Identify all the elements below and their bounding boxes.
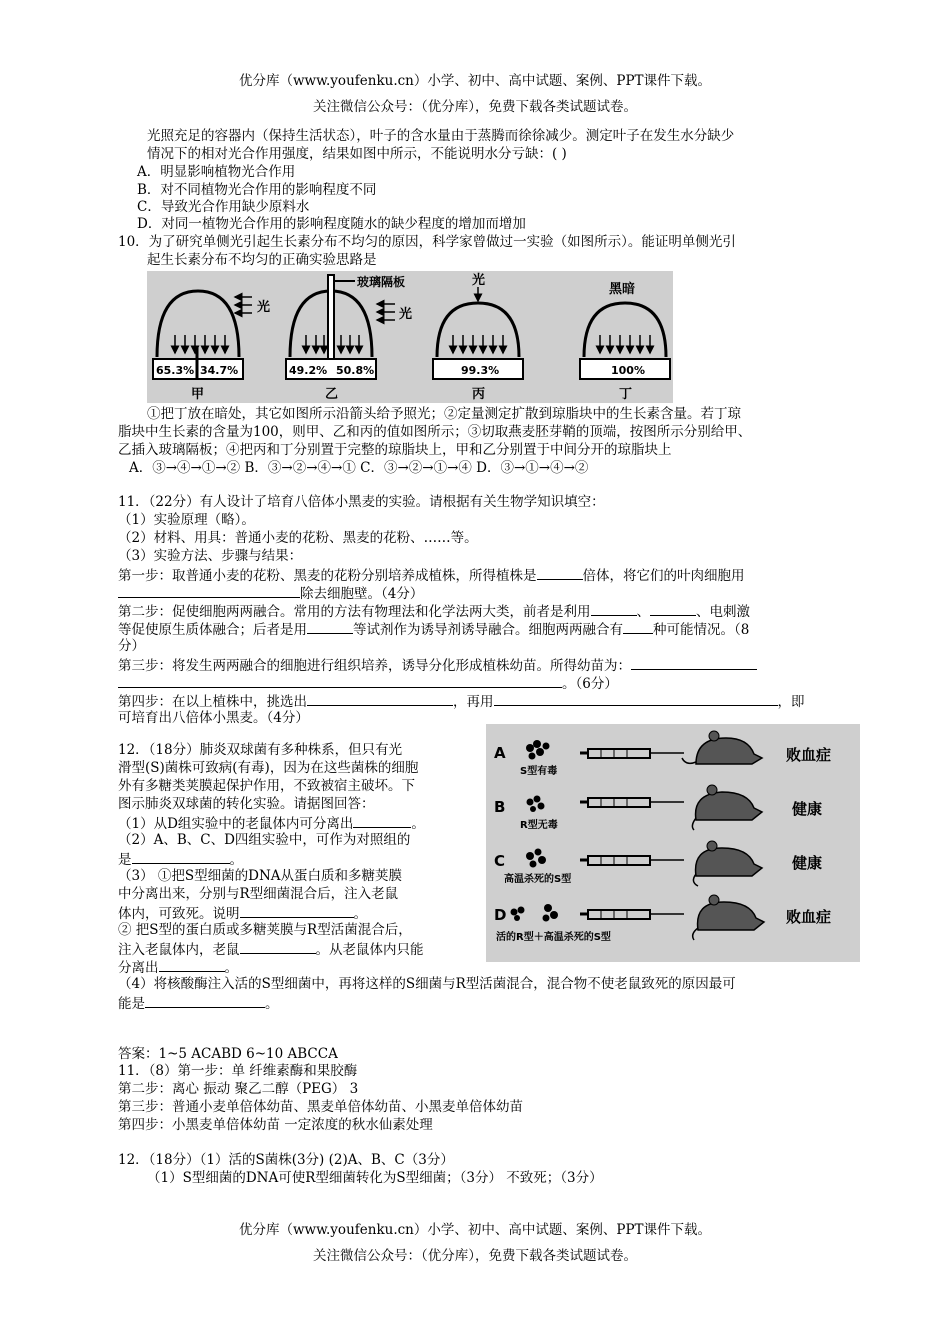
q11-s4-text-b: ，再用 <box>453 694 494 710</box>
answers-line-6: 12．（18分）（1）活的S菌株(3分) (2)A、B、C（3分） <box>118 1152 454 1168</box>
q12-p1: 12．（18分）肺炎双球菌有多种株系，但只有光 <box>118 742 403 758</box>
q9-option-a: A．明显影响植物光合作用 <box>137 164 296 180</box>
syringe-a-icon <box>580 749 684 758</box>
q12-p4: 图示肺炎双球菌的转化实验。请据图回答： <box>118 796 375 812</box>
q11-s2-text-e: 等试剂作为诱导剂诱导融合。细胞两两融合有 <box>353 622 623 638</box>
q12-q2-b <box>118 850 243 869</box>
q9-stem-2: 情况下的相对光合作用强度，结果如图中所示，不能说明水分亏缺：( ) <box>147 146 567 162</box>
q10-desc-3: 乙插入玻璃隔板；④把丙和丁分别置于完整的琼脂块上，甲和乙分别置于中间分开的琼脂块上 <box>118 442 672 458</box>
q11-blank-10[interactable] <box>494 692 778 706</box>
q12-q4-b <box>118 994 279 1013</box>
q12-p2: 滑型(S)菌株可致病(有毒)，因为在这些菌株的细胞 <box>118 760 419 776</box>
q11-step4-line2: 可培育出八倍体小黑麦。（4分） <box>118 710 309 726</box>
q12-blank-5[interactable] <box>159 958 225 972</box>
row-c-letter: C <box>494 852 506 870</box>
transformation-figure <box>486 724 860 962</box>
bing-label: 丙 <box>472 387 486 402</box>
q11-s2-text-c: 、电刺激 <box>696 604 750 620</box>
row-d-caption: 活的R型＋高温杀死的S型 <box>496 932 611 943</box>
row-c <box>494 841 822 886</box>
q12-q4-period: 。 <box>265 996 279 1012</box>
q11-s2-text-f: 种可能情况。（8 <box>653 622 750 638</box>
q12-q2: （2）A、B、C、D四组实验中，可作为对照组的 <box>118 832 411 848</box>
ding-value: 100% <box>611 364 645 377</box>
answers-line-4: 第三步：普通小麦单倍体幼苗、黑麦单倍体幼苗、小黑麦单倍体幼苗 <box>118 1099 523 1115</box>
q9-option-c: C．导致光合作用缺少原料水 <box>137 199 310 215</box>
q11-step3-line2 <box>118 674 618 693</box>
q12-q3-e <box>118 940 424 959</box>
q11-s2-text-d: 等促使原生质体融合；后者是用 <box>118 622 307 638</box>
q12-blank-4[interactable] <box>240 940 316 954</box>
q11-blank-4[interactable] <box>650 602 696 616</box>
row-d-letter: D <box>494 906 507 924</box>
q11-step3-line1 <box>118 656 757 675</box>
q11-blank-1[interactable] <box>537 566 583 580</box>
mouse-c-icon <box>693 841 762 886</box>
row-b-caption: R型无毒 <box>520 820 558 831</box>
syringe-d-icon <box>580 910 684 919</box>
q9-stem-1: 光照充足的容器内（保持生活状态），叶子的含水量由于蒸腾而徐徐减少。测定叶子在发生水分缺少 <box>147 128 735 144</box>
jia-left-value: 65.3% <box>156 364 195 377</box>
q11-blank-3[interactable] <box>591 602 637 616</box>
q12-q4-text: 能是 <box>118 996 145 1012</box>
row-a-letter: A <box>494 744 506 762</box>
q12-blank-1[interactable] <box>353 814 411 828</box>
phototropism-figure <box>147 271 673 403</box>
light-label-bing: 光 <box>472 273 486 288</box>
answers-line-7: （1）S型细菌的DNA可使R型细菌转化为S型细菌；（3分） 不致死；（3分） <box>147 1170 603 1186</box>
header-line-1: 优分库（www.youfenku.cn）小学、初中、高中试题、案例、PPT课件下载。 <box>238 73 712 89</box>
q10-desc-2: 脂块中生长素的含量为100，则甲、乙和丙的值如图所示；③切取燕麦胚芽鞘的顶端，按图所示分别给甲、 <box>118 424 752 440</box>
q11-blank-7[interactable] <box>631 656 757 670</box>
row-a-result: 败血症 <box>786 746 832 764</box>
q11-blank-5[interactable] <box>307 620 353 634</box>
q11-line-1: （1）实验原理（略）。 <box>118 512 255 528</box>
q12-blank-2[interactable] <box>132 850 230 864</box>
q11-s1-text-b: 倍体，将它们的叶肉细胞用 <box>582 568 745 584</box>
q9-option-b: B．对不同植物光合作用的影响程度不同 <box>137 182 377 198</box>
q11-s1-text-a: 第一步：取普通小麦的花粉、黑麦的花粉分别培养成植株，所得植株是 <box>118 568 537 584</box>
q12-q2-period: 。 <box>229 852 243 868</box>
q11-line-3: （3）实验方法、步骤与结果： <box>118 548 303 564</box>
yi-label: 乙 <box>325 387 339 402</box>
jia-label: 甲 <box>191 387 205 402</box>
bing-value: 99.3% <box>461 364 500 377</box>
q12-blank-6[interactable] <box>145 994 265 1008</box>
q12-q4: （4）将核酸酶注入活的S型细菌中，再将这样的S细菌与R型活菌混合，混合物不使老鼠致死的原因最可 <box>118 976 736 992</box>
q12-q3-text-3: 。从老鼠体内只能 <box>315 942 424 958</box>
q11-blank-6[interactable] <box>623 620 653 634</box>
row-d-result: 败血症 <box>786 908 832 926</box>
q12-q3-d: ② 把S型的蛋白质或多糖荚膜与R型活菌混合后， <box>118 922 412 938</box>
yi-left-value: 49.2% <box>289 364 328 377</box>
q12-p3: 外有多糖类荚膜起保护作用，不致被宿主破坏。下 <box>118 778 415 794</box>
q11-step2-line2 <box>118 620 749 639</box>
q11-s4-text-c: ，即 <box>777 694 805 710</box>
q10-desc-1: ①把丁放在暗处，其它如图所示沿箭头给予照光；②定量测定扩散到琼脂块中的生长素含量。若丁琼 <box>147 406 741 422</box>
q11-s2-text-a: 第二步：促使细胞两两融合。常用的方法有物理法和化学法两大类，前者是利用 <box>118 604 591 620</box>
q12-q3-period: 。 <box>353 906 367 922</box>
mouse-a-icon <box>682 731 762 764</box>
yi-right-value: 50.8% <box>336 364 375 377</box>
q11-s3-text-a: 第三步：将发生两两融合的细胞进行组织培养，诱导分化形成植株幼苗。所得幼苗为： <box>118 658 631 674</box>
row-b <box>494 785 822 831</box>
q11-blank-2[interactable] <box>118 584 300 598</box>
answers-line-2: 11．（8）第一步：单 纤维素酶和果胶酶 <box>118 1063 358 1079</box>
syringe-b-icon <box>580 798 684 807</box>
phototropism-diagram <box>147 271 673 403</box>
light-label-yi: 光 <box>399 307 413 322</box>
q11-blank-9[interactable] <box>307 692 453 706</box>
q12-blank-3[interactable] <box>240 904 354 918</box>
group-bing <box>433 272 523 402</box>
header-line-2: 关注微信公众号：（优分库），免费下载各类试题试卷。 <box>313 99 637 115</box>
q11-s2-text-b: 、 <box>636 604 650 620</box>
jia-right-value: 34.7% <box>200 364 239 377</box>
row-a <box>494 731 831 777</box>
q11-step2-line3: 分） <box>118 638 145 654</box>
answers-line-1: 答案：1~5 ACABD 6~10 ABCCA <box>118 1046 338 1062</box>
mouse-b-icon <box>692 785 762 830</box>
q12-q3-b: 中分离出来，分别与R型细菌混合后，注入老鼠 <box>118 886 399 902</box>
answers-line-3: 第二步：离心 振动 聚乙二醇（PEG） 3 <box>118 1081 359 1097</box>
griffith-diagram <box>486 724 860 962</box>
q11-blank-8[interactable] <box>118 674 562 688</box>
q11-step4-line1 <box>118 692 805 711</box>
group-ding <box>580 281 670 402</box>
q10-stem-1: 10．为了研究单侧光引起生长素分布不均匀的原因，科学家曾做过一实验（如图所示）。能证明单侧光引 <box>118 234 736 250</box>
q12-q3-text-4: 分离出 <box>118 960 159 976</box>
q12-q3-period-2: 。 <box>224 960 238 976</box>
dark-label: 黑暗 <box>609 282 636 297</box>
mouse-d-icon <box>693 895 764 940</box>
q12-q3-text: 体内，可致死。说明 <box>118 906 240 922</box>
q12-q3-c <box>118 904 367 923</box>
group-jia <box>153 291 270 402</box>
q11-step2-line1 <box>118 602 750 621</box>
q12-q3-a: （3） ①把S型细菌的DNA从蛋白质和多糖荚膜 <box>118 868 403 884</box>
ding-label: 丁 <box>619 387 633 402</box>
q12-q2-text: 是 <box>118 852 132 868</box>
row-a-caption: S型有毒 <box>520 766 558 777</box>
q12-q1-period: 。 <box>411 816 425 832</box>
q12-q3-text-2: 注入老鼠体内，老鼠 <box>118 942 240 958</box>
q10-stem-2: 起生长素分布不均匀的正确实验思路是 <box>147 252 377 268</box>
q11-line-2: （2）材料、用具：普通小麦的花粉、黑麦的花粉、……等。 <box>118 530 478 546</box>
q9-option-d: D．对同一植物光合作用的影响程度随水的缺少程度的增加而增加 <box>137 216 526 232</box>
footer-line-2: 关注微信公众号：（优分库），免费下载各类试题试卷。 <box>313 1248 637 1264</box>
q10-options: A．③→④→①→② B．③→②→④→① C．③→②→①→④ D．③→①→④→② <box>129 460 589 476</box>
group-yi <box>286 274 412 402</box>
row-d <box>494 895 831 943</box>
footer-line-1: 优分库（www.youfenku.cn）小学、初中、高中试题、案例、PPT课件下载。 <box>238 1222 712 1238</box>
answers-line-5: 第四步：小黑麦单倍体幼苗 一定浓度的秋水仙素处理 <box>118 1117 433 1133</box>
row-b-letter: B <box>494 798 506 816</box>
row-b-result: 健康 <box>792 800 823 818</box>
syringe-c-icon <box>580 856 684 865</box>
glass-partition-label: 玻璃隔板 <box>357 275 406 289</box>
row-c-caption: 高温杀死的S型 <box>504 874 572 885</box>
q11-s3-text-b: 。（6分） <box>562 676 618 692</box>
row-c-result: 健康 <box>792 854 823 872</box>
q12-q3-f <box>118 958 238 977</box>
light-label-jia: 光 <box>257 300 271 315</box>
q11-step1-line2 <box>118 584 423 603</box>
q11-s4-text-a: 第四步：在以上植株中，挑选出 <box>118 694 307 710</box>
q12-q1-text: （1）从D组实验中的老鼠体内可分离出 <box>118 816 354 832</box>
q11-s1-text-c: 除去细胞壁。（4分） <box>300 586 424 602</box>
q12-q1 <box>118 814 425 833</box>
q11-title: 11．（22分）有人设计了培育八倍体小黑麦的实验。请根据有关生物学知识填空： <box>118 494 605 510</box>
q11-step1-line1 <box>118 566 745 585</box>
